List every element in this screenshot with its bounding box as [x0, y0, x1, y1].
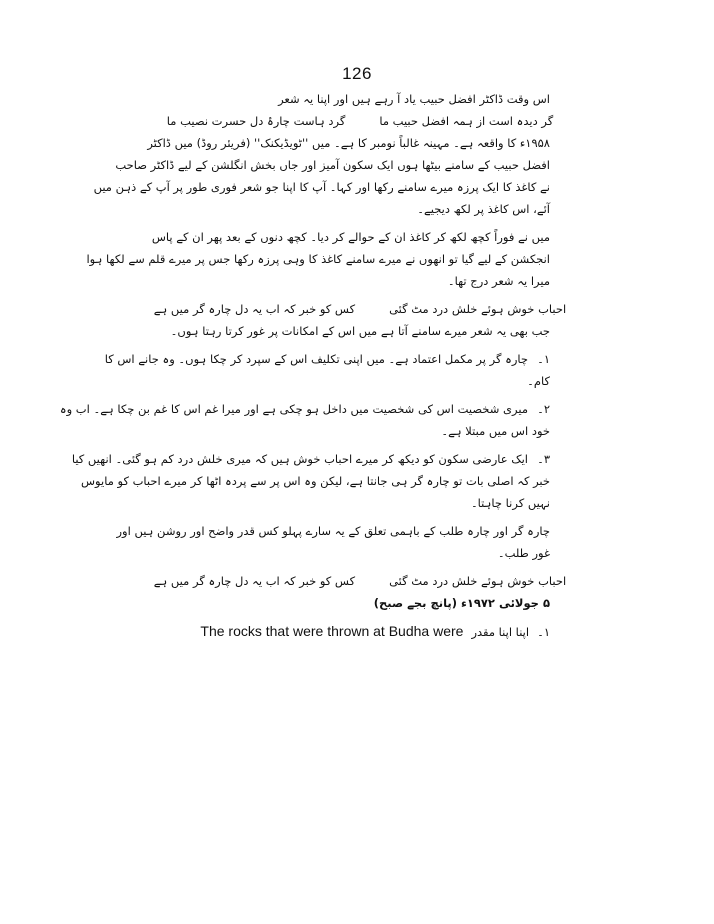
- verse-hemistich: احباب خوش ہوئے خلش درد مٹ گئی: [389, 574, 567, 588]
- text-line: نے کاغذ کا ایک پرزہ میرے سامنے رکھا اور کہا۔ آپ کا اپنا جو شعر فوری طور پر آپ کے ذہن میں: [93, 180, 550, 194]
- page-number: 126: [342, 64, 372, 83]
- text-line: میرا یہ شعر درج تھا۔: [447, 274, 550, 288]
- numbered-point: [104, 348, 550, 370]
- urdu-phrase: اپنا اپنا مقدر: [471, 625, 530, 639]
- text-line: خود اس میں مبتلا ہے۔: [441, 424, 550, 438]
- text-line: میں نے فوراً کچھ لکھ کر کاغذ ان کے حوالے کر دیا۔ کچھ دنوں کے بعد پھر ان کے پاس: [151, 230, 550, 244]
- verse-hemistich: کس کو خبر کہ اب یہ دل چارہ گر میں ہے: [153, 302, 356, 316]
- point-text: میری شخصیت اس کی شخصیت میں داخل ہو چکی ہے اور میرا غم اس کا غم بن چکا ہے۔ اب وہ: [59, 402, 528, 416]
- final-line: [170, 620, 550, 642]
- point-number: ۱۔: [537, 352, 550, 366]
- text-line: غور طلب۔: [497, 546, 550, 560]
- verse-hemistich: کس کو خبر کہ اب یہ دل چارہ گر میں ہے: [153, 574, 356, 588]
- verse-couplet: [153, 570, 567, 592]
- text-line: نہیں کرنا چاہتا۔: [470, 496, 550, 510]
- text-line: ۱۹۵۸ء کا واقعہ ہے۔ مہینہ غالباً نومبر کا ہے۔ میں ''ٹویڈیکنک'' (فریئر روڈ) میں ڈاکٹر: [147, 136, 550, 150]
- text-line: افضل حبیب کے سامنے بیٹھا ہوں ایک سکون آمیز اور جاں بخش انگلشن کے لیے ڈاکٹر صاحب: [115, 158, 550, 172]
- point-number: ۲۔: [537, 402, 550, 416]
- point-text: ایک عارضی سکون کو دیکھ کر میرے احباب خوش ہیں کہ میری خلش درد کم ہو گئی۔ انھیں کیا: [71, 452, 528, 466]
- text-line: کام۔: [527, 374, 550, 388]
- verse-hemistich: گرد ہاست چارۂ دل حسرت نصیب ما: [166, 114, 346, 128]
- text-line: جب بھی یہ شعر میرے سامنے آتا ہے میں اس کے امکانات پر غور کرتا رہتا ہوں۔: [170, 324, 550, 338]
- verse-couplet: [166, 110, 554, 132]
- english-phrase: The rocks that were thrown at Budha were: [200, 623, 464, 639]
- point-text: چارہ گر پر مکمل اعتماد ہے۔ میں اپنی تکلیف اس کے سپرد کر چکا ہوں۔ وہ جانے اس کا: [104, 352, 528, 366]
- numbered-point: [59, 398, 550, 420]
- point-number: ۱۔: [537, 625, 550, 639]
- numbered-point: [71, 448, 550, 470]
- date-line: ۵ جولائی ۱۹۷۲ء (پانچ بجے صبح): [373, 596, 550, 610]
- verse-couplet: [153, 298, 567, 320]
- text-line: خبر کہ اصلی بات تو چارہ گر ہی جانتا ہے، لیکن وہ اس پر سے پردہ اٹھا کر میرے احباب کو مایوس: [81, 474, 550, 488]
- text-line: انجکشن کے لیے گیا تو انھوں نے میرے سامنے کاغذ کا وہی پرزہ رکھا جس پر میرے قلم سے لکھا ہوا: [86, 252, 550, 266]
- text-line: اس وقت ڈاکٹر افضل حبیب یاد آ رہے ہیں اور اپنا یہ شعر: [278, 92, 550, 106]
- verse-hemistich: احباب خوش ہوئے خلش درد مٹ گئی: [389, 302, 567, 316]
- text-line: چارہ گر اور چارہ طلب کے باہمی تعلق کے یہ سارے پہلو کس قدر واضح اور روشن ہیں اور: [116, 524, 550, 538]
- text-line: آئے، اس کاغذ پر لکھ دیجیے۔: [417, 202, 550, 216]
- point-number: ۳۔: [537, 452, 550, 466]
- verse-hemistich: گر دیدہ است از ہمہ افضل حبیب ما: [379, 114, 554, 128]
- body-text: [59, 88, 567, 642]
